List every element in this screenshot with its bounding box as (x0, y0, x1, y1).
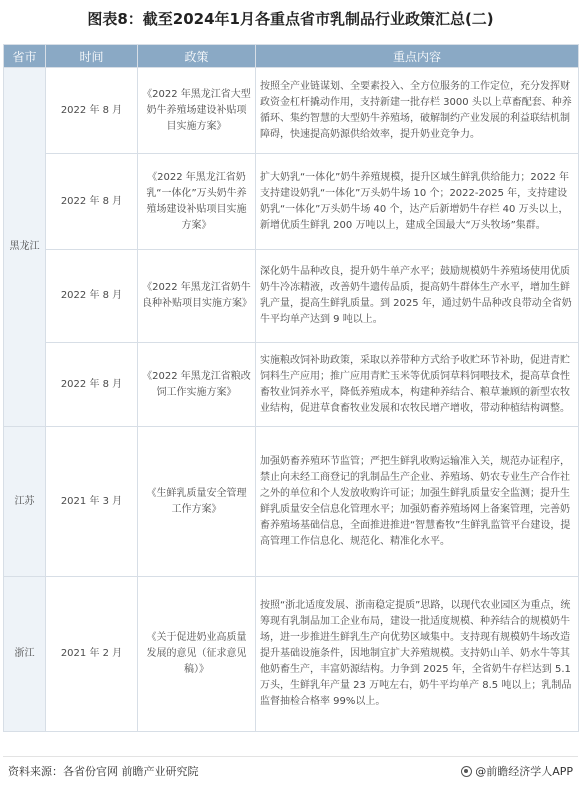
time-cell: 2021 年 2 月 (46, 577, 138, 732)
header-content: 重点内容 (256, 45, 579, 68)
qianzhan-logo-icon (461, 766, 472, 777)
province-cell: 江苏 (4, 427, 46, 577)
table-row (4, 250, 579, 343)
policy-cell: 《2022 年黑龙江省粮改饲工作实施方案》 (138, 343, 256, 427)
table-row (4, 343, 579, 427)
header-time: 时间 (46, 45, 138, 68)
policy-table (3, 44, 579, 732)
table-row (4, 154, 579, 250)
content-cell: 深化奶牛品种改良，提升奶牛单产水平；鼓励规模奶牛养殖场使用优质奶牛冷冻精液，改善奶牛遗传品质，提高奶牛群体生产水平，增加生鲜乳产量，提高生鲜乳质量。到 2025 年，通过奶牛品种改良带动全省奶牛平均单产达到 9 吨以上。 (256, 250, 579, 343)
footer (8, 763, 573, 781)
content-cell: 按照“浙北适度发展、浙南稳定提质”思路，以现代农业园区为重点，统筹现有乳制品加工企业布局，建设一批适度规模、种养结合的规模奶牛场，进一步推进生鲜乳生产向优势区域集中。支持现有规模奶牛场改造提升基础设施条件，因地制宜扩大养殖规模。支持奶山羊、奶水牛等其他奶畜生产，丰富奶源结构。力争到 2025 年，全省奶牛存栏达到 5.1 万头，生鲜乳年产量 23 万吨左右，奶牛平均单产 8.5 吨以上；乳制品监督抽检合格率 99%以上。 (256, 577, 579, 732)
policy-cell: 《关于促进奶业高质量发展的意见（征求意见稿）》 (138, 577, 256, 732)
header-province: 省市 (4, 45, 46, 68)
policy-cell: 《2022 年黑龙江省大型奶牛养殖场建设补贴项目实施方案》 (138, 68, 256, 154)
table-header-row (4, 45, 579, 68)
chart-title: 图表8：截至2024年1月各重点省市乳制品行业政策汇总(二) (87, 10, 494, 28)
province-cell: 浙江 (4, 577, 46, 732)
header-policy: 政策 (138, 45, 256, 68)
province-cell: 黑龙江 (4, 68, 46, 427)
policy-cell: 《2022 年黑龙江省奶乳“一体化”万头奶牛养殖场建设补贴项目实施方案》 (138, 154, 256, 250)
content-cell: 加强奶畜养殖环节监管；严把生鲜乳收购运输准入关，规范办证程序，禁止向未经工商登记的乳制品生产企业、养殖场、奶农专业生产合作社之外的单位和个人发放收购许可证；加强生鲜乳质量安全监测；提升生鲜乳质量安全信息化管理水平；加强奶畜养殖场网上备案管理，完善奶畜养殖场基础信息，全面推进推进“智慧畜牧”生鲜乳监管平台建设，提高管理工作信息化、规范化、精准化水平。 (256, 427, 579, 577)
table-row (4, 68, 579, 154)
time-cell: 2022 年 8 月 (46, 250, 138, 343)
content-cell: 扩大奶乳“一体化”奶牛养殖规模，提升区域生鲜乳供给能力；2022 年支持建设奶乳“一体化”万头奶牛场 10 个；2022-2025 年，支持建设奶乳“一体化”万头奶牛场 40 个，达产后新增奶牛存栏 40 万头以上，新增优质生鲜乳 200 万吨以上，建成全国最大“万头牧场”集群。 (256, 154, 579, 250)
table-row (4, 427, 579, 577)
footer-divider (3, 756, 578, 757)
policy-cell: 《2022 年黑龙江省奶牛良种补贴项目实施方案》 (138, 250, 256, 343)
content-cell: 实施粮改饲补助政策，采取以养带种方式给予收贮环节补助，促进青贮饲料生产应用；推广应用青贮玉米等优质饲草料饲喂技术，提高草食性畜牧业饲养水平，降低养殖成本，构建种养结合、粮草兼顾的新型农牧业结构，促进草食畜牧业发展和农牧民增产增收，带动种植结构调整。 (256, 343, 579, 427)
time-cell: 2022 年 8 月 (46, 154, 138, 250)
time-cell: 2022 年 8 月 (46, 343, 138, 427)
time-cell: 2022 年 8 月 (46, 68, 138, 154)
content-cell: 按照全产业链谋划、全要素投入、全方位服务的工作定位，充分发挥财政资金杠杆撬动作用，支持新建一批存栏 3000 头以上草畜配套、种养循环、集约智慧的大型奶牛养殖场，破解制约产业发展的利益联结机制障碍，快速提高奶源供给效率，提升奶业竞争力。 (256, 68, 579, 154)
table-row (4, 577, 579, 732)
source-note: 资料来源：各省份官网 前瞻产业研究院 (8, 765, 199, 778)
policy-cell: 《生鲜乳质量安全管理工作方案》 (138, 427, 256, 577)
app-credit (461, 763, 573, 779)
app-credit-text: @前瞻经济学人APP (475, 765, 573, 778)
time-cell: 2021 年 3 月 (46, 427, 138, 577)
